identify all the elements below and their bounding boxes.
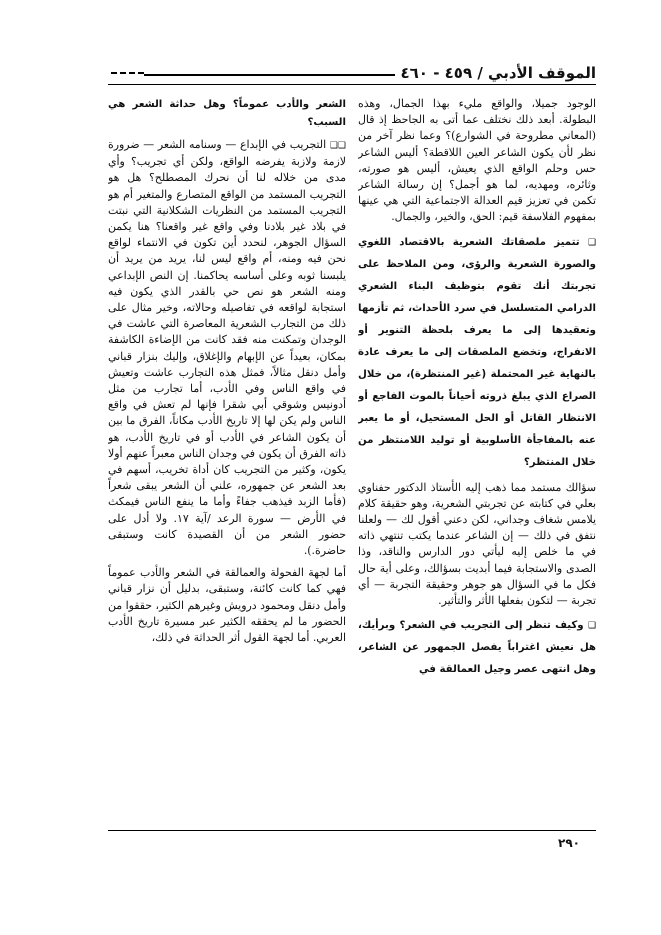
right-column: [358, 96, 596, 831]
interview-question: [358, 615, 596, 681]
journal-title: الموقف الأدبي / ٤٥٩ - ٤٦٠: [400, 64, 596, 82]
question-text: تتميز ملصقاتك الشعرية بالاقتصاد اللغوي والصورة الشعرية والرؤى، ومن الملاحظ على تجربتك أنك تقوم بتوظيف البناء الشعري الدرامي المتسلسل في سرد الأحداث، ثم تأزمها وتعقيدها إلى ما يعرف بلحظة التنوير أو الانفراج، وتخضع الملصقات إلى ما يعرف عادة بالنهاية غير المحتملة (غير المنتظرة)، من خلال الصراع الذي يبلغ ذروته أحياناً بالموت الفاجع أو الانتظار القاتل أو الحل المستحيل، أو ما يعبر عنه بالمفاجأة الأسلوبية أو توليد اللامنتظر من خلال المنتظر؟: [358, 236, 596, 468]
page-number: ٢٩٠: [558, 836, 580, 850]
square-bullet-icon: ❑: [587, 621, 596, 632]
left-column: [108, 96, 346, 831]
paragraph: أما لجهة الفحولة والعمالقة في الشعر والأدب عموماً فهي كما كانت كائنة، وستبقى، بدليل أن نزار قباني وأمل دنقل ومحمود درويش وغيرهم الكثير، حققوا من الحضور ما لم يحققه الكثير عبر مسيرة تاريخ الأدب العربي. أما لجهة القول أثر الحداثة في ذلك،: [108, 566, 346, 645]
question-text: وكيف تنظر إلى التجريب في الشعر؟ وبرأيك، هل نعيش اغتراباً يفصل الجمهور عن الشاعر، وهل انتهى عصر وجيل العمالقة في: [358, 620, 596, 676]
interview-question: [358, 232, 596, 474]
square-bullet-icon: ❑: [587, 237, 596, 248]
answer-text: التجريب في الإبداع — وسنامه الشعر — ضرورة لازمة ولازبة يفرضه الواقع، ولكن أي تجريب؟ وأي مدى من خلاله لنا أن نحرك المصطلح؟ هل هو التجريب المستمد من الواقع المتصارع والمتغير أم هو التجريب المستمد من النظريات الشكلانية التي نبتت في بلاد غير بلادنا وفي واقع غير واقعنا؟ هنا يكمن السؤال الجوهر، لنحدد أين تكون في الانتماء لواقع نحن فيه ومنه، أم واقع ليس لنا، يريد من يريد أن يلبسنا ثوبه وعلى أساسه يحاكمنا. إن النص الإبداعي ومنه الشعر هو نص حي بالقدر الذي يكون فيه استجابة لواقعه في تفاصيله وحالاته، وخير مثال على ذلك من التجارب الشعرية المعاصرة التي عاشت في الوجدان وتمكنت منه فقد كانت من الإضاءة الكاشفة بمكان، بعيداً عن الإبهام والإغلاق، وإليك بنزار قباني وأمل دنقل مثالاً، فمثل هذه التجارب عاشت وتعيش في واقع الناس وفي الأدب، أما تجارب من مثل أدونيس وشوقي أبي شقرا فإنها لم تعش في واقع الناس ولم يكن لها إلا تاريخ الأدب مكاناً، الفرق ما بين أن يكون الشاعر في الأدب أو في تاريخ الأدب، هو ذاته الفرق أن يكون في وجدان الناس معبراً عنهم أولا يكون، وكثير من التجريب كان أداة تخريب، أسهم في بعد الشعر عن جمهوره، علني أن الشعر يبقى شعراً (فأما الزبد فيذهب جفاءً وأما ما ينفع الناس فيمكث في الأرض — سورة الرعد /آية ١٧. ولا أدل على حضور الشعر من أن القصيدة كانت وستبقى حاضرة.).: [108, 138, 346, 558]
bottom-divider: [108, 830, 596, 831]
interview-question-continued: الشعر والأدب عموماً؟ وهل حداثة الشعر هي السبب؟: [108, 99, 346, 128]
top-divider: [108, 84, 596, 85]
header-rule: [144, 74, 395, 76]
header-rule-ticks: [108, 72, 144, 74]
paragraph: سؤالك مستمد مما ذهب إليه الأستاذ الدكتور حفناوي بعلي في كتابته عن تجربتي الشعرية، وهو حقيقة كلام يلامس شغاف وجداني، لكن دعني أقول لك — ولعلنا نتفق في ذلك — إن الشاعر عندما يكتب تنتهي ذاته في ما خلص إليه ليأتي دور الدارس والناقد، وذا الصدى والاستجابة فيما أبديت بسؤالك، وعلى أية حال فكل ما في السؤال هو جوهر وحقيقة التجربة — أي تجربة — لتكون بفعلها الأثر والتأثير.: [358, 480, 596, 608]
square-bullet-icon: ❑❑: [329, 141, 346, 151]
running-header: [108, 62, 596, 84]
paragraph: الوجود جميلا، والواقع مليء بهذا الجمال، وهذه البطولة. أبعد ذلك نختلف عما أتى به الجاحظ إذ قال (المعاني مطروحة في الشوارع)؟ وعما نظر آخر من نظر لأن يكون الشاعر العين اللاقطة؟ أليس الشاعر حس وحلم الواقع الذي يعيش، أليس هو صورته، وثائره، ومهديه، لما هو أجمل؟ إن رسالة الشاعر تكمن في تعزيز قيم العدالة الاجتماعية التي هي عينها بمفهوم الفلاسفة قيم: الحق، والخير، والجمال.: [358, 97, 596, 224]
answer-paragraph: [108, 137, 346, 559]
